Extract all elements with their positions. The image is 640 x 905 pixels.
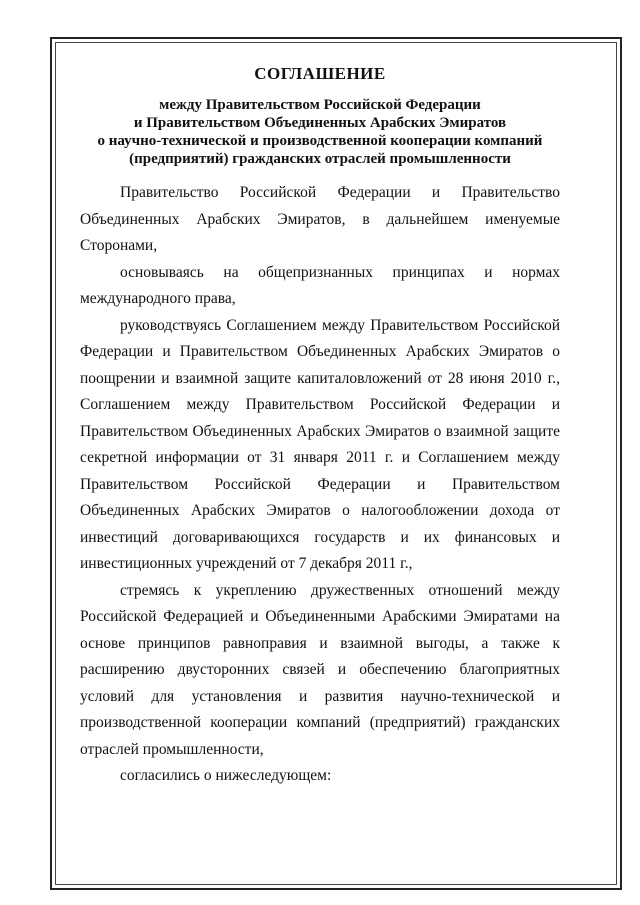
document-body [80,64,560,790]
subtitle-line: о научно-технической и производственной кооперации компаний [97,133,543,149]
preamble-paragraph-relations: стремясь к укреплению дружественных отношений между Российской Федерацией и Объединенными Арабскими Эмиратами на основе принципов равноправия и взаимной выгоды, а также к расширению двусторонних связей и обеспечению благоприятных условий для установления и развития научно-технической и производственной кооперации компаний (предприятий) гражданских отраслей промышленности, [80,581,560,758]
preamble-closing: согласились о нижеследующем: [120,767,332,784]
preamble-paragraph-parties: Правительство Российской Федерации и Правительство Объединенных Арабских Эмиратов, в дальнейшем именуемые Сторонами, [80,184,560,254]
subtitle-line: и Правительством Объединенных Арабских Эмиратов [133,115,507,131]
preamble-paragraph-agreements: руководствуясь Соглашением между Правительством Российской Федерации и Правительством Объединенных Арабских Эмиратов о поощрении и взаимной защите капиталовложений от 28 июня 2010 г., Соглашением между Правительством Российской Федерации и Правительством Объединенных Арабских Эмиратов о взаимной защите секретной информации от 31 января 2011 г. и Соглашением между Правительством Российской Федерации и Правительством Объединенных Арабских Эмиратов о налогообложении дохода от инвестиций договаривающихся государств и их финансовых и инвестиционных учреждений от 7 декабря 2011 г., [80,316,560,572]
document-subtitle [80,96,560,168]
preamble-paragraph-international-law: основываясь на общепризнанных принципах и нормах международного права, [80,263,560,307]
subtitle-line: между Правительством Российской Федерации [159,97,481,113]
document-title: СОГЛАШЕНИЕ [254,64,386,83]
subtitle-line: (предприятий) гражданских отраслей промышленности [129,151,511,167]
